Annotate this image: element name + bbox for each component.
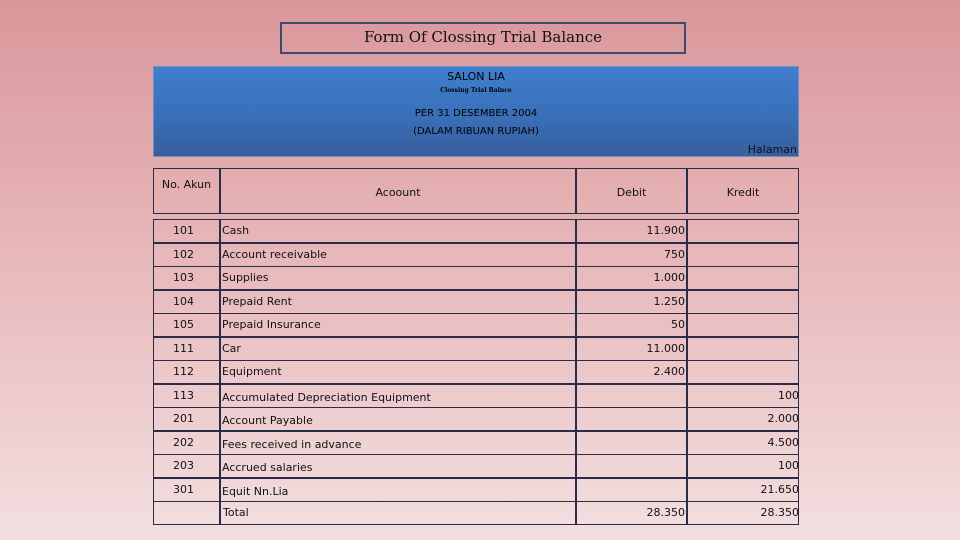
row-no-akun: 113 — [173, 389, 194, 402]
row-debit: 50 — [671, 318, 685, 331]
row-account: Accumulated Depreciation Equipment — [222, 391, 431, 404]
row-no-akun: 202 — [173, 436, 194, 449]
row-no-akun: 103 — [173, 271, 194, 284]
kredit-cell — [687, 219, 799, 243]
total-kredit: 28.350 — [760, 506, 799, 519]
header-no-akun: No. Akun — [153, 168, 220, 214]
kredit-cell — [687, 313, 799, 337]
report-period: PER 31 DESEMBER 2004 — [414, 108, 538, 119]
row-no-akun: 101 — [173, 224, 194, 237]
row-account: Equit Nn.Lia — [222, 485, 289, 498]
slide-title: Form Of Clossing Trial Balance — [280, 22, 686, 54]
row-account: Prepaid Rent — [222, 295, 292, 308]
row-account: Accrued salaries — [222, 461, 313, 474]
row-debit: 11.900 — [646, 224, 685, 237]
debit-cell — [576, 384, 687, 408]
kredit-cell — [687, 360, 799, 384]
company-name: SALON LIA — [447, 70, 505, 83]
debit-cell — [576, 454, 687, 478]
row-kredit: 21.650 — [760, 483, 799, 496]
kredit-cell — [687, 266, 799, 290]
row-debit: 1.000 — [653, 271, 685, 284]
row-account: Equipment — [222, 365, 282, 378]
row-account: Account receivable — [222, 248, 327, 261]
row-account: Prepaid Insurance — [222, 318, 321, 331]
row-no-akun: 105 — [173, 318, 194, 331]
total-debit: 28.350 — [646, 506, 685, 519]
row-debit: 2.400 — [653, 365, 685, 378]
row-kredit: 100 — [778, 459, 799, 472]
currency-note: (DALAM RIBUAN RUPIAH) — [413, 126, 539, 137]
report-subtitle: Clossing Trial Balnce — [440, 87, 512, 94]
debit-cell — [576, 431, 687, 455]
row-no-akun: 112 — [173, 365, 194, 378]
kredit-cell — [687, 337, 799, 361]
row-kredit: 100 — [778, 389, 799, 402]
row-kredit: 2.000 — [767, 412, 799, 425]
row-debit: 1.250 — [653, 295, 685, 308]
total-label: Total — [223, 506, 249, 519]
debit-cell — [576, 478, 687, 502]
row-debit: 11.000 — [646, 342, 685, 355]
row-no-akun: 104 — [173, 295, 194, 308]
page-label: Halaman — [747, 143, 797, 156]
row-debit: 750 — [664, 248, 685, 261]
header-debit: Debit — [576, 168, 687, 214]
row-no-akun: 102 — [173, 248, 194, 261]
row-no-akun: 111 — [173, 342, 194, 355]
row-account: Car — [222, 342, 241, 355]
debit-cell — [576, 407, 687, 431]
row-no-akun: 203 — [173, 459, 194, 472]
row-no-akun: 201 — [173, 412, 194, 425]
row-account: Fees received in advance — [222, 438, 362, 451]
row-no-akun: 301 — [173, 483, 194, 496]
row-account: Supplies — [222, 271, 269, 284]
total-no-cell — [153, 501, 220, 525]
kredit-cell — [687, 243, 799, 267]
header-account: Acoount — [220, 168, 576, 214]
row-kredit: 4.500 — [767, 436, 799, 449]
row-account: Cash — [222, 224, 250, 237]
row-account: Account Payable — [222, 414, 313, 427]
kredit-cell — [687, 290, 799, 314]
report-header — [153, 66, 799, 157]
header-kredit: Kredit — [687, 168, 799, 214]
